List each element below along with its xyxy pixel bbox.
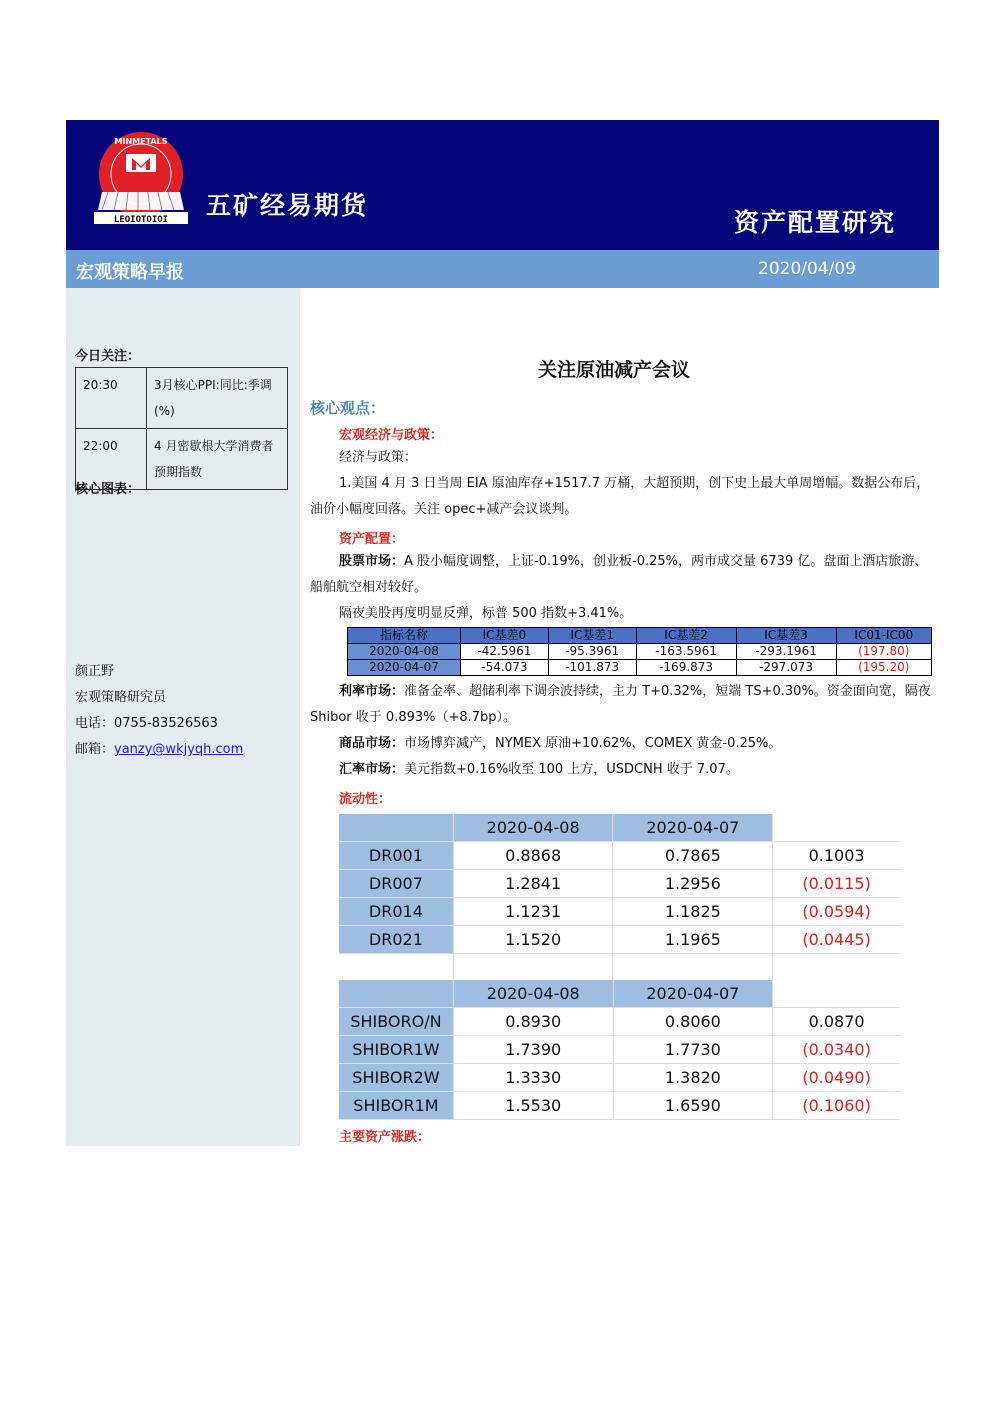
table-cell: 0.7865 [613, 842, 773, 870]
table-cell: -163.5961 [636, 644, 736, 660]
table-row [339, 842, 900, 870]
column-header: IC基差2 [636, 628, 736, 644]
author-phone: 电话：0755-83526563 [75, 716, 218, 731]
table-row [348, 660, 932, 676]
liquidity-heading: 流动性： [339, 792, 392, 807]
company-name: 五矿经易期货 [206, 191, 369, 220]
column-header: 2020-04-07 [613, 814, 773, 842]
row-date: 2020-04-08 [348, 644, 461, 660]
author-name: 颜正野 [75, 664, 115, 679]
table-cell: (0.1060) [773, 1092, 900, 1120]
column-header: 指标名称 [348, 628, 461, 644]
table-row [348, 644, 932, 660]
author-role: 宏观策略研究员 [75, 690, 167, 705]
table-row [339, 1036, 900, 1064]
table-row [339, 1008, 900, 1036]
rate-label: 利率市场： [339, 684, 405, 699]
major-assets-heading: 主要资产涨跌： [339, 1130, 431, 1145]
column-header [773, 814, 900, 842]
table-cell: 1.2841 [453, 870, 613, 898]
event-row [76, 368, 288, 429]
macro-subheading: 经济与政策： [339, 450, 418, 465]
table-header-row [339, 980, 900, 1008]
table-row [339, 1064, 900, 1092]
table-cell: -95.3961 [548, 644, 636, 660]
row-label: SHIBOR2W [339, 1064, 453, 1092]
today-focus-label: 今日关注： [75, 349, 141, 364]
macro-paragraph: 1.美国 4 月 3 日当周 EIA 原油库存+1517.7 万桶，大超预期，创下史上最大单周增幅。数据公布后，油价小幅度回落。关注 opec+减产会议谈判。 [310, 476, 930, 517]
table-cell: 1.3330 [453, 1064, 613, 1092]
table-cell: (0.0445) [773, 926, 900, 954]
stock-label: 股票市场： [339, 554, 405, 569]
macro-heading: 宏观经济与政策： [339, 428, 444, 443]
table-cell: -42.5961 [461, 644, 549, 660]
column-header [339, 814, 453, 842]
table-cell: 0.1003 [773, 842, 900, 870]
email-link[interactable]: yanzy@wkjyqh.com [114, 742, 244, 757]
asset-allocation-heading: 资产配置： [339, 532, 405, 547]
dr-liquidity-table [339, 814, 900, 982]
table-cell: (197.80) [836, 644, 931, 660]
table-cell: -101.873 [548, 660, 636, 676]
table-cell: 1.3820 [613, 1064, 773, 1092]
stock-text: A 股小幅度调整，上证-0.19%，创业板-0.25%，两市成交量 6739 亿。盘面上酒店旅游、船舶航空相对较好。 [310, 554, 928, 595]
event-name: 4 月密歇根大学消费者预期指数 [147, 429, 288, 490]
table-cell: 1.1965 [613, 926, 773, 954]
event-time: 22:00 [76, 429, 147, 490]
table-cell: -169.873 [636, 660, 736, 676]
fx-text: 美元指数+0.16%收至 100 上方，USDCNH 收于 7.07。 [404, 762, 739, 777]
table-cell: (0.0340) [773, 1036, 900, 1064]
table-cell: -293.1961 [736, 644, 836, 660]
document-title: 关注原油减产会议 [538, 359, 691, 381]
fx-paragraph [339, 757, 739, 783]
us-stock-paragraph: 隔夜美股再度明显反弹，标普 500 指数+3.41%。 [339, 606, 633, 621]
event-name: 3月核心PPI:同比:季调(%) [147, 368, 288, 429]
column-header: IC基差0 [461, 628, 549, 644]
table-cell: 0.8930 [453, 1008, 613, 1036]
table-cell: (195.20) [836, 660, 931, 676]
stock-paragraph [310, 549, 932, 601]
table-row [339, 898, 900, 926]
table-row [339, 1092, 900, 1120]
row-label: SHIBOR1W [339, 1036, 453, 1064]
rate-text: 准备金率、超储利率下调余波持续，主力 T+0.32%，短端 TS+0.30%。资金面向宽，隔夜 Shibor 收于 0.893%（+8.7bp）。 [310, 684, 931, 725]
table-cell: 0.0870 [773, 1008, 900, 1036]
column-header [773, 980, 900, 1008]
table-cell: 1.1520 [453, 926, 613, 954]
column-header [339, 980, 453, 1008]
table-header-row [339, 814, 900, 842]
table-row [339, 870, 900, 898]
report-date: 2020/04/09 [758, 259, 856, 279]
today-events-table [75, 367, 288, 490]
logo-ring-text: MINMETALS [114, 137, 168, 146]
table-cell: 1.7730 [613, 1036, 773, 1064]
row-label: DR014 [339, 898, 453, 926]
table-cell: 1.5530 [453, 1092, 613, 1120]
table-cell: 0.8060 [613, 1008, 773, 1036]
column-header: IC基差1 [548, 628, 636, 644]
table-cell: 1.1825 [613, 898, 773, 926]
table-cell: 1.6590 [613, 1092, 773, 1120]
table-cell: -54.073 [461, 660, 549, 676]
table-cell: (0.0115) [773, 870, 900, 898]
event-time: 20:30 [76, 368, 147, 429]
row-label: DR007 [339, 870, 453, 898]
email-label: 邮箱： [75, 742, 115, 757]
table-cell: (0.0490) [773, 1064, 900, 1092]
table-cell: -297.073 [736, 660, 836, 676]
table-cell: 1.2956 [613, 870, 773, 898]
logo-base-text: LEOIOTOIOI [113, 215, 169, 225]
row-date: 2020-04-07 [348, 660, 461, 676]
ic-basis-table [347, 627, 932, 676]
core-view-heading: 核心观点： [310, 399, 386, 417]
commodity-label: 商品市场： [339, 736, 405, 751]
shibor-liquidity-table [339, 980, 900, 1120]
author-email-line [75, 738, 243, 757]
row-label: DR001 [339, 842, 453, 870]
commodity-paragraph [339, 731, 781, 757]
column-header: 2020-04-07 [613, 980, 773, 1008]
column-header: IC01-IC00 [836, 628, 931, 644]
minmetals-logo [88, 130, 194, 226]
fx-label: 汇率市场： [339, 762, 405, 777]
table-row [339, 926, 900, 954]
report-series: 资产配置研究 [734, 208, 897, 237]
table-header-row [348, 628, 932, 644]
table-cell: 1.7390 [453, 1036, 613, 1064]
column-header: 2020-04-08 [453, 980, 613, 1008]
report-type: 宏观策略早报 [76, 262, 184, 283]
commodity-text: 市场博弈减产，NYMEX 原油+10.62%，COMEX 黄金-0.25%。 [404, 736, 782, 751]
table-cell: 0.8868 [453, 842, 613, 870]
column-header: IC基差3 [736, 628, 836, 644]
core-charts-label: 核心图表： [75, 482, 141, 497]
row-label: SHIBORO/N [339, 1008, 453, 1036]
column-header: 2020-04-08 [453, 814, 613, 842]
row-label: DR021 [339, 926, 453, 954]
table-spacer-row [339, 954, 900, 982]
table-cell: (0.0594) [773, 898, 900, 926]
table-cell: 1.1231 [453, 898, 613, 926]
rate-paragraph [310, 679, 932, 731]
row-label: SHIBOR1M [339, 1092, 453, 1120]
